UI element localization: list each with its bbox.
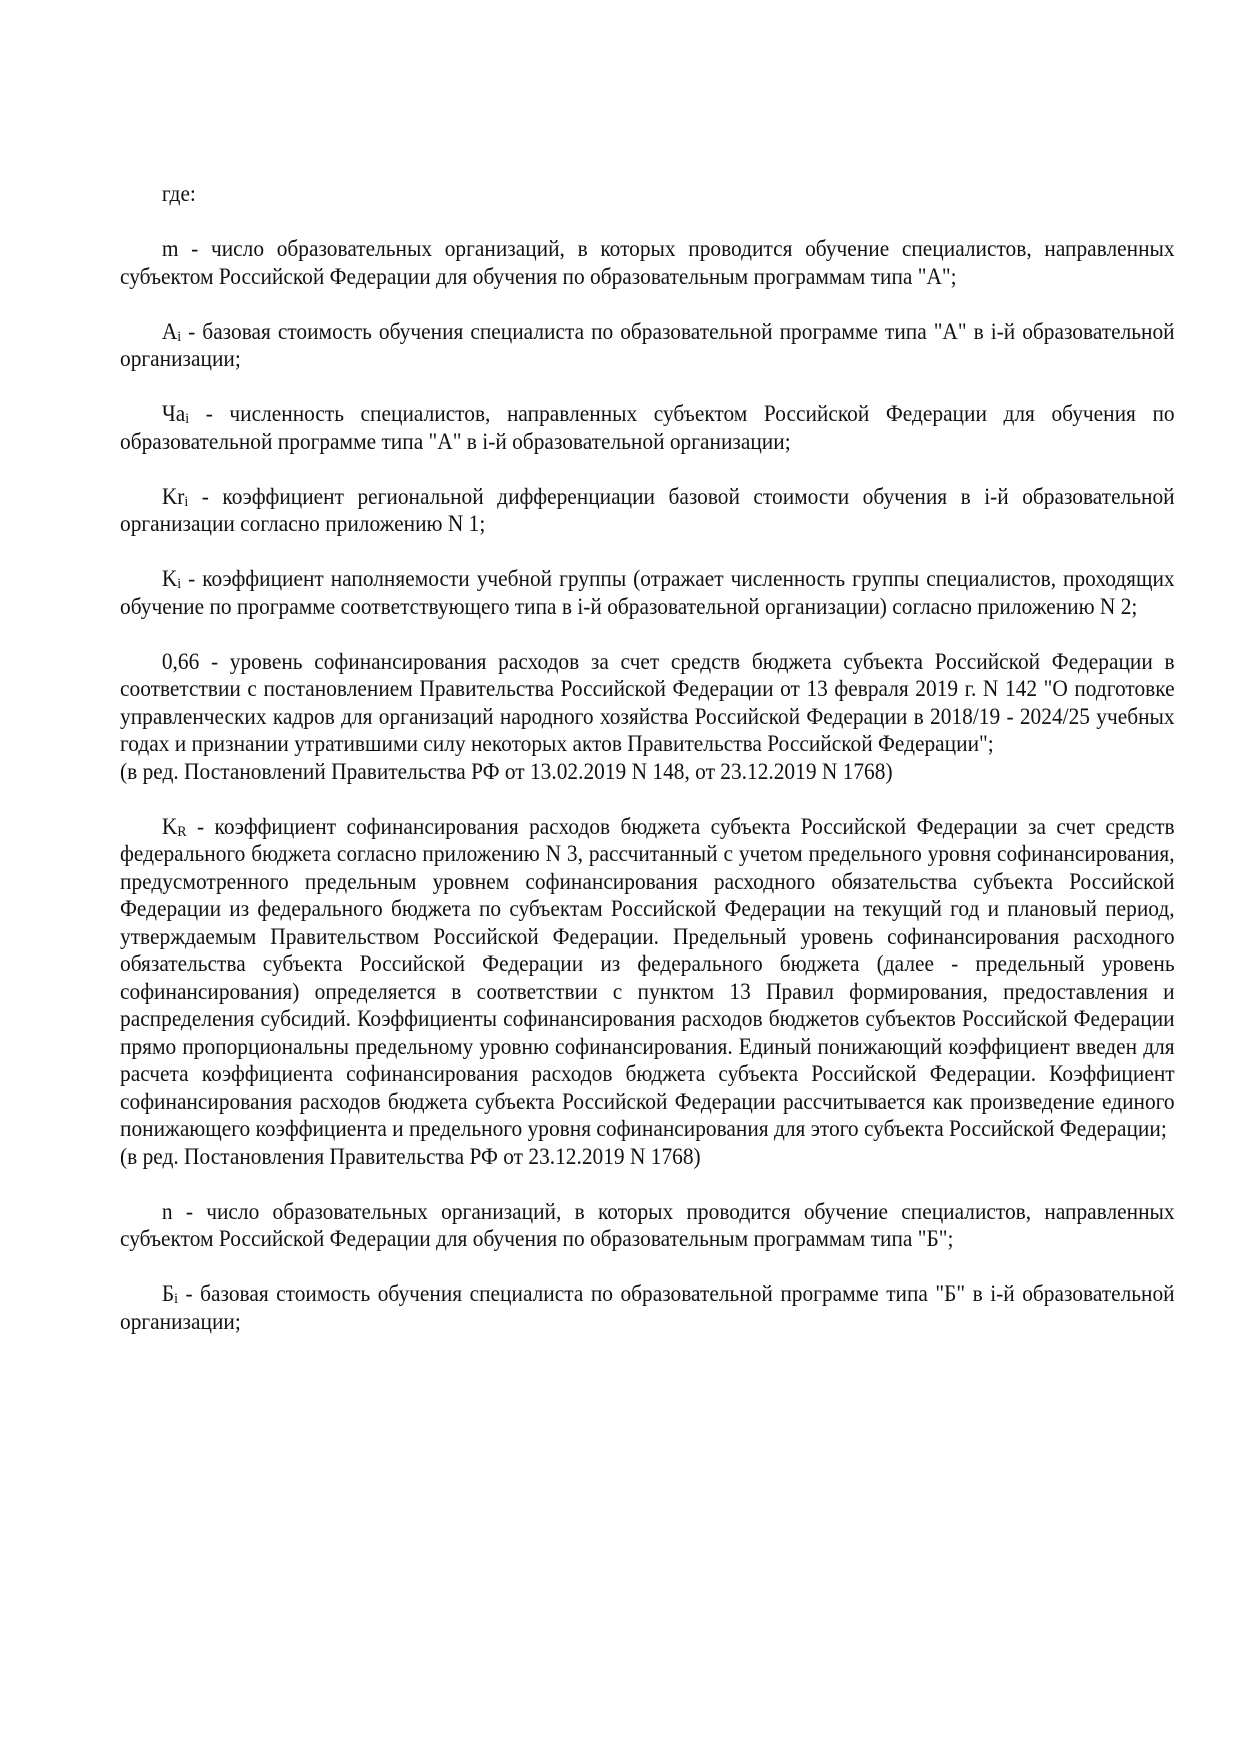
definition-m: m - число образовательных организаций, в которых проводится обучение специалистов, направленных субъектом Российской Федерации для обучения по образовательным программам типа "А";	[120, 236, 1175, 289]
symbol: n	[161, 1198, 173, 1224]
symbol: Ча	[161, 401, 186, 426]
definition-k-r: $K_R$ - коэффициент софинансирования расходов бюджета субъекта Российской Федерации за счет средств федерального бюджета согласно приложению N 3, рассчитанный с учетом предельного уровня софинансирования, предусмотренного предельным уровнем софинансирования расходного обязательства субъекта Российской Федерации из федерального бюджета по субъектам Российской Федерации на текущий год и плановый период, утверждаемым Правительством Российской Федерации. Предельный уровень софинансирования расходного обязательства субъекта Российской Федерации из федерального бюджета (далее - предельный уровень софинансирования) определяется в соответствии с пунктом 13 Правил формирования, предоставления и распределения субсидий. Коэффициенты софинансирования расходов бюджетов субъектов Российской Федерации прямо пропорциональны предельному уровню софинансирования. Единый понижающий коэффициент введен для расчета коэффициента софинансирования расходов бюджета субъекта Российской Федерации. Коэффициент софинансирования расходов бюджета субъекта Российской Федерации рассчитывается как произведение единого понижающего коэффициента и предельного уровня софинансирования для этого субъекта Российской Федерации;	[120, 813, 1175, 1141]
symbol: K	[161, 813, 178, 839]
definition-a-i: $A_i$ - базовая стоимость обучения специалиста по образовательной программе типа "А" в i-й образовательной организации;	[120, 318, 1175, 371]
definition-n: n - число образовательных организаций, в которых проводится обучение специалистов, направленных субъектом Российской Федерации для обучения по образовательным программам типа "Б";	[120, 1198, 1175, 1251]
definition-066: 0,66 - уровень софинансирования расходов за счет средств бюджета субъекта Российской Федерации в соответствии с постановлением Правительства Российской Федерации от 13 февраля 2019 г. N 142 "О подготовке управленческих кадров для организаций народного хозяйства Российской Федерации в 2018/19 - 2024/25 учебных годах и признании утратившими силу некоторых актов Правительства Российской Федерации";	[120, 648, 1175, 756]
amendment-note: (в ред. Постановлений Правительства РФ от 13.02.2019 N 148, от 23.12.2019 N 1768)	[120, 758, 893, 784]
amendment-note: (в ред. Постановления Правительства РФ от 23.12.2019 N 1768)	[120, 1143, 701, 1169]
document-page	[120, 180, 1175, 1335]
symbol: Б	[161, 1281, 175, 1306]
symbol: Kr	[161, 483, 185, 509]
definition-k-i: $K_i$ - коэффициент наполняемости учебной группы (отражает численность группы специалистов, проходящих обучение по программе соответствующего типа в i-й образовательной организации) согласно приложению N 2;	[120, 566, 1175, 619]
symbol: 0,66	[161, 648, 200, 674]
symbol: A	[161, 318, 178, 344]
symbol: m	[161, 236, 179, 261]
intro-text: где:	[161, 181, 196, 206]
symbol: K	[161, 566, 178, 591]
definition-cha-i: $Ча_i$ - численность специалистов, направленных субъектом Российской Федерации для обучения по образовательной программе типа "А" в i-й образовательной организации;	[120, 401, 1175, 454]
definition-b-i: $Б_i$ - базовая стоимость обучения специалиста по образовательной программе типа "Б" в i-й образовательной организации;	[120, 1281, 1175, 1334]
definition-kr-i: $Kr_i$ - коэффициент региональной дифференциации базовой стоимости обучения в i-й образовательной организации согласно приложению N 1;	[120, 483, 1175, 536]
